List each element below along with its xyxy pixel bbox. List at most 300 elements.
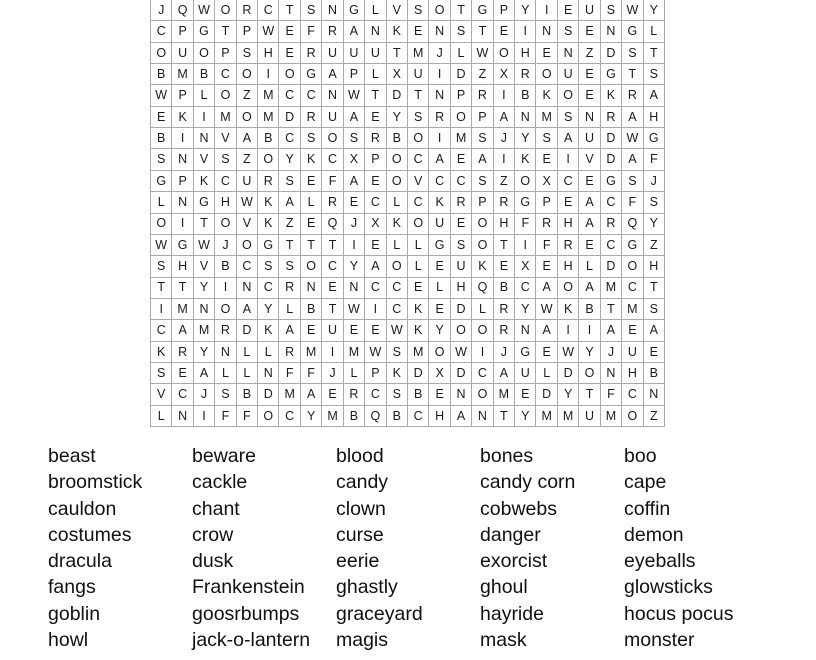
- grid-cell[interactable]: E: [279, 21, 299, 41]
- grid-cell[interactable]: A: [172, 320, 192, 340]
- grid-cell[interactable]: N: [172, 406, 192, 426]
- grid-cell[interactable]: T: [644, 278, 664, 298]
- grid-cell[interactable]: U: [558, 64, 578, 84]
- grid-cell[interactable]: U: [322, 107, 342, 127]
- grid-cell[interactable]: J: [494, 342, 514, 362]
- grid-cell[interactable]: T: [644, 43, 664, 63]
- grid-cell[interactable]: E: [279, 43, 299, 63]
- grid-cell[interactable]: K: [172, 107, 192, 127]
- grid-cell[interactable]: K: [258, 320, 278, 340]
- grid-cell[interactable]: C: [258, 278, 278, 298]
- grid-cell[interactable]: E: [579, 235, 599, 255]
- grid-cell[interactable]: O: [215, 0, 235, 20]
- grid-cell[interactable]: M: [536, 107, 556, 127]
- grid-cell[interactable]: R: [494, 320, 514, 340]
- grid-cell[interactable]: G: [429, 235, 449, 255]
- grid-cell[interactable]: N: [365, 21, 385, 41]
- grid-cell[interactable]: K: [387, 21, 407, 41]
- grid-cell[interactable]: Z: [237, 85, 257, 105]
- grid-cell[interactable]: E: [579, 171, 599, 191]
- grid-cell[interactable]: M: [279, 384, 299, 404]
- grid-cell[interactable]: E: [322, 384, 342, 404]
- grid-cell[interactable]: G: [622, 235, 642, 255]
- grid-cell[interactable]: M: [258, 107, 278, 127]
- grid-cell[interactable]: A: [579, 192, 599, 212]
- grid-cell[interactable]: W: [344, 85, 364, 105]
- grid-cell[interactable]: J: [194, 384, 214, 404]
- grid-cell[interactable]: A: [344, 107, 364, 127]
- grid-cell[interactable]: D: [408, 363, 428, 383]
- grid-cell[interactable]: A: [494, 107, 514, 127]
- grid-cell[interactable]: V: [408, 171, 428, 191]
- grid-cell[interactable]: D: [558, 363, 578, 383]
- grid-cell[interactable]: E: [322, 278, 342, 298]
- grid-cell[interactable]: A: [622, 107, 642, 127]
- grid-cell[interactable]: A: [451, 406, 471, 426]
- grid-cell[interactable]: T: [387, 43, 407, 63]
- grid-cell[interactable]: L: [301, 192, 321, 212]
- grid-cell[interactable]: J: [494, 128, 514, 148]
- grid-cell[interactable]: O: [258, 406, 278, 426]
- grid-cell[interactable]: S: [279, 256, 299, 276]
- grid-cell[interactable]: N: [472, 406, 492, 426]
- grid-cell[interactable]: L: [365, 0, 385, 20]
- grid-cell[interactable]: R: [344, 384, 364, 404]
- grid-cell[interactable]: S: [451, 235, 471, 255]
- grid-cell[interactable]: B: [644, 363, 664, 383]
- grid-cell[interactable]: E: [344, 320, 364, 340]
- grid-cell[interactable]: C: [151, 320, 171, 340]
- grid-cell[interactable]: R: [429, 107, 449, 127]
- grid-cell[interactable]: G: [344, 0, 364, 20]
- grid-cell[interactable]: S: [644, 299, 664, 319]
- grid-cell[interactable]: C: [279, 128, 299, 148]
- grid-cell[interactable]: B: [387, 128, 407, 148]
- grid-cell[interactable]: E: [558, 0, 578, 20]
- grid-cell[interactable]: G: [622, 21, 642, 41]
- grid-cell[interactable]: N: [536, 21, 556, 41]
- grid-cell[interactable]: D: [258, 384, 278, 404]
- grid-cell[interactable]: E: [172, 363, 192, 383]
- grid-cell[interactable]: Z: [494, 171, 514, 191]
- grid-cell[interactable]: I: [429, 64, 449, 84]
- grid-cell[interactable]: E: [429, 299, 449, 319]
- grid-cell[interactable]: K: [387, 363, 407, 383]
- grid-cell[interactable]: O: [237, 64, 257, 84]
- grid-cell[interactable]: C: [622, 384, 642, 404]
- grid-cell[interactable]: T: [601, 299, 621, 319]
- grid-cell[interactable]: O: [387, 171, 407, 191]
- grid-cell[interactable]: O: [472, 214, 492, 234]
- grid-cell[interactable]: G: [194, 21, 214, 41]
- grid-cell[interactable]: A: [301, 384, 321, 404]
- grid-cell[interactable]: B: [215, 256, 235, 276]
- grid-cell[interactable]: K: [601, 85, 621, 105]
- grid-cell[interactable]: E: [622, 320, 642, 340]
- grid-cell[interactable]: W: [258, 21, 278, 41]
- grid-cell[interactable]: N: [601, 363, 621, 383]
- grid-cell[interactable]: E: [644, 342, 664, 362]
- grid-cell[interactable]: D: [237, 320, 257, 340]
- grid-cell[interactable]: R: [494, 192, 514, 212]
- grid-cell[interactable]: L: [451, 43, 471, 63]
- grid-cell[interactable]: B: [301, 299, 321, 319]
- grid-cell[interactable]: I: [151, 299, 171, 319]
- grid-cell[interactable]: C: [215, 64, 235, 84]
- grid-cell[interactable]: I: [558, 320, 578, 340]
- grid-cell[interactable]: C: [237, 256, 257, 276]
- grid-cell[interactable]: R: [172, 342, 192, 362]
- grid-cell[interactable]: H: [494, 214, 514, 234]
- grid-cell[interactable]: S: [408, 0, 428, 20]
- grid-cell[interactable]: W: [194, 235, 214, 255]
- grid-cell[interactable]: T: [622, 64, 642, 84]
- grid-cell[interactable]: O: [472, 384, 492, 404]
- grid-cell[interactable]: O: [215, 299, 235, 319]
- grid-cell[interactable]: N: [215, 342, 235, 362]
- grid-cell[interactable]: Y: [279, 149, 299, 169]
- grid-cell[interactable]: Q: [472, 278, 492, 298]
- grid-cell[interactable]: C: [365, 384, 385, 404]
- grid-cell[interactable]: S: [408, 107, 428, 127]
- grid-cell[interactable]: N: [344, 278, 364, 298]
- grid-cell[interactable]: Y: [644, 214, 664, 234]
- grid-cell[interactable]: D: [601, 149, 621, 169]
- grid-cell[interactable]: W: [151, 85, 171, 105]
- grid-cell[interactable]: G: [301, 64, 321, 84]
- grid-cell[interactable]: B: [344, 406, 364, 426]
- grid-cell[interactable]: K: [472, 256, 492, 276]
- grid-cell[interactable]: A: [279, 320, 299, 340]
- grid-cell[interactable]: O: [558, 85, 578, 105]
- grid-cell[interactable]: Y: [194, 342, 214, 362]
- grid-cell[interactable]: E: [408, 278, 428, 298]
- grid-cell[interactable]: C: [601, 235, 621, 255]
- grid-cell[interactable]: W: [622, 128, 642, 148]
- grid-cell[interactable]: E: [536, 43, 556, 63]
- grid-cell[interactable]: N: [301, 278, 321, 298]
- grid-cell[interactable]: C: [301, 85, 321, 105]
- grid-cell[interactable]: N: [451, 384, 471, 404]
- grid-cell[interactable]: E: [429, 384, 449, 404]
- grid-cell[interactable]: C: [258, 0, 278, 20]
- grid-cell[interactable]: P: [172, 21, 192, 41]
- grid-cell[interactable]: U: [322, 43, 342, 63]
- grid-cell[interactable]: M: [536, 406, 556, 426]
- grid-cell[interactable]: R: [515, 64, 535, 84]
- grid-cell[interactable]: O: [429, 342, 449, 362]
- grid-cell[interactable]: N: [258, 363, 278, 383]
- grid-cell[interactable]: J: [322, 363, 342, 383]
- grid-cell[interactable]: E: [515, 384, 535, 404]
- grid-cell[interactable]: X: [536, 171, 556, 191]
- grid-cell[interactable]: O: [215, 214, 235, 234]
- grid-cell[interactable]: I: [258, 64, 278, 84]
- grid-cell[interactable]: X: [344, 149, 364, 169]
- grid-cell[interactable]: Z: [579, 43, 599, 63]
- grid-cell[interactable]: Y: [644, 0, 664, 20]
- grid-cell[interactable]: L: [194, 85, 214, 105]
- grid-cell[interactable]: V: [215, 128, 235, 148]
- grid-cell[interactable]: I: [365, 299, 385, 319]
- grid-cell[interactable]: C: [472, 363, 492, 383]
- grid-cell[interactable]: N: [558, 43, 578, 63]
- grid-cell[interactable]: F: [322, 171, 342, 191]
- grid-cell[interactable]: Y: [515, 0, 535, 20]
- grid-cell[interactable]: C: [451, 171, 471, 191]
- grid-cell[interactable]: A: [536, 320, 556, 340]
- grid-cell[interactable]: W: [151, 235, 171, 255]
- grid-cell[interactable]: O: [429, 0, 449, 20]
- grid-cell[interactable]: O: [472, 235, 492, 255]
- grid-cell[interactable]: K: [408, 299, 428, 319]
- grid-cell[interactable]: B: [579, 299, 599, 319]
- grid-cell[interactable]: T: [215, 21, 235, 41]
- grid-cell[interactable]: U: [622, 342, 642, 362]
- grid-cell[interactable]: P: [344, 64, 364, 84]
- grid-cell[interactable]: F: [279, 363, 299, 383]
- grid-cell[interactable]: M: [601, 406, 621, 426]
- grid-cell[interactable]: X: [494, 64, 514, 84]
- grid-cell[interactable]: M: [172, 64, 192, 84]
- grid-cell[interactable]: M: [194, 320, 214, 340]
- grid-cell[interactable]: A: [429, 149, 449, 169]
- grid-cell[interactable]: R: [301, 107, 321, 127]
- grid-cell[interactable]: C: [408, 406, 428, 426]
- grid-cell[interactable]: F: [301, 21, 321, 41]
- grid-cell[interactable]: T: [408, 85, 428, 105]
- grid-cell[interactable]: W: [387, 320, 407, 340]
- grid-cell[interactable]: W: [451, 342, 471, 362]
- grid-cell[interactable]: C: [365, 192, 385, 212]
- grid-cell[interactable]: S: [387, 342, 407, 362]
- grid-cell[interactable]: H: [644, 107, 664, 127]
- grid-cell[interactable]: H: [258, 43, 278, 63]
- grid-cell[interactable]: A: [194, 363, 214, 383]
- grid-cell[interactable]: S: [622, 171, 642, 191]
- grid-cell[interactable]: O: [579, 363, 599, 383]
- grid-cell[interactable]: M: [301, 342, 321, 362]
- grid-cell[interactable]: K: [536, 85, 556, 105]
- grid-cell[interactable]: S: [344, 128, 364, 148]
- grid-cell[interactable]: C: [172, 384, 192, 404]
- grid-cell[interactable]: C: [151, 21, 171, 41]
- grid-cell[interactable]: O: [215, 85, 235, 105]
- grid-cell[interactable]: S: [215, 149, 235, 169]
- grid-cell[interactable]: O: [387, 256, 407, 276]
- grid-cell[interactable]: R: [622, 85, 642, 105]
- grid-cell[interactable]: P: [365, 149, 385, 169]
- grid-cell[interactable]: P: [451, 85, 471, 105]
- grid-cell[interactable]: O: [515, 171, 535, 191]
- grid-cell[interactable]: C: [515, 278, 535, 298]
- grid-cell[interactable]: S: [279, 171, 299, 191]
- grid-cell[interactable]: O: [151, 214, 171, 234]
- grid-cell[interactable]: M: [322, 406, 342, 426]
- grid-cell[interactable]: S: [151, 149, 171, 169]
- grid-cell[interactable]: Y: [387, 107, 407, 127]
- grid-cell[interactable]: U: [237, 171, 257, 191]
- grid-cell[interactable]: K: [558, 299, 578, 319]
- grid-cell[interactable]: U: [579, 406, 599, 426]
- grid-cell[interactable]: L: [237, 342, 257, 362]
- grid-cell[interactable]: P: [215, 43, 235, 63]
- grid-cell[interactable]: Q: [365, 406, 385, 426]
- grid-cell[interactable]: F: [536, 235, 556, 255]
- grid-cell[interactable]: B: [151, 64, 171, 84]
- grid-cell[interactable]: M: [451, 128, 471, 148]
- grid-cell[interactable]: P: [494, 0, 514, 20]
- grid-cell[interactable]: S: [258, 256, 278, 276]
- grid-cell[interactable]: T: [151, 278, 171, 298]
- grid-cell[interactable]: A: [279, 192, 299, 212]
- grid-cell[interactable]: L: [429, 278, 449, 298]
- grid-cell[interactable]: U: [429, 214, 449, 234]
- grid-cell[interactable]: T: [494, 235, 514, 255]
- grid-cell[interactable]: B: [258, 128, 278, 148]
- grid-cell[interactable]: S: [536, 128, 556, 148]
- grid-cell[interactable]: Z: [644, 235, 664, 255]
- grid-cell[interactable]: P: [472, 192, 492, 212]
- grid-cell[interactable]: N: [644, 384, 664, 404]
- grid-cell[interactable]: B: [151, 128, 171, 148]
- grid-cell[interactable]: I: [215, 278, 235, 298]
- grid-cell[interactable]: N: [172, 149, 192, 169]
- grid-cell[interactable]: R: [258, 171, 278, 191]
- grid-cell[interactable]: C: [365, 278, 385, 298]
- grid-cell[interactable]: M: [258, 85, 278, 105]
- grid-cell[interactable]: E: [408, 21, 428, 41]
- grid-cell[interactable]: M: [408, 342, 428, 362]
- grid-cell[interactable]: J: [215, 235, 235, 255]
- grid-cell[interactable]: V: [579, 149, 599, 169]
- grid-cell[interactable]: S: [472, 171, 492, 191]
- grid-cell[interactable]: C: [408, 192, 428, 212]
- grid-cell[interactable]: T: [194, 214, 214, 234]
- grid-cell[interactable]: C: [429, 171, 449, 191]
- grid-cell[interactable]: O: [151, 43, 171, 63]
- grid-cell[interactable]: F: [515, 214, 535, 234]
- grid-cell[interactable]: K: [301, 149, 321, 169]
- grid-cell[interactable]: M: [494, 384, 514, 404]
- grid-cell[interactable]: S: [451, 21, 471, 41]
- grid-cell[interactable]: L: [279, 299, 299, 319]
- grid-cell[interactable]: Y: [258, 299, 278, 319]
- grid-cell[interactable]: E: [579, 85, 599, 105]
- grid-cell[interactable]: T: [322, 235, 342, 255]
- grid-cell[interactable]: O: [194, 43, 214, 63]
- grid-cell[interactable]: W: [536, 299, 556, 319]
- grid-cell[interactable]: L: [365, 64, 385, 84]
- grid-cell[interactable]: S: [472, 128, 492, 148]
- grid-cell[interactable]: R: [237, 0, 257, 20]
- grid-cell[interactable]: L: [387, 235, 407, 255]
- grid-cell[interactable]: H: [558, 256, 578, 276]
- grid-cell[interactable]: A: [344, 171, 364, 191]
- grid-cell[interactable]: Z: [644, 406, 664, 426]
- grid-cell[interactable]: W: [344, 299, 364, 319]
- grid-cell[interactable]: O: [472, 320, 492, 340]
- grid-cell[interactable]: A: [536, 278, 556, 298]
- grid-cell[interactable]: D: [536, 384, 556, 404]
- grid-cell[interactable]: O: [622, 256, 642, 276]
- grid-cell[interactable]: B: [387, 406, 407, 426]
- grid-cell[interactable]: P: [472, 107, 492, 127]
- grid-cell[interactable]: I: [172, 214, 192, 234]
- grid-cell[interactable]: M: [172, 299, 192, 319]
- grid-cell[interactable]: V: [237, 214, 257, 234]
- grid-cell[interactable]: Z: [472, 64, 492, 84]
- grid-cell[interactable]: X: [365, 214, 385, 234]
- grid-cell[interactable]: K: [515, 149, 535, 169]
- grid-cell[interactable]: Q: [322, 214, 342, 234]
- grid-cell[interactable]: K: [387, 214, 407, 234]
- grid-cell[interactable]: A: [494, 363, 514, 383]
- grid-cell[interactable]: E: [558, 192, 578, 212]
- grid-cell[interactable]: S: [237, 43, 257, 63]
- grid-cell[interactable]: C: [387, 299, 407, 319]
- grid-cell[interactable]: T: [472, 21, 492, 41]
- grid-cell[interactable]: A: [644, 320, 664, 340]
- grid-cell[interactable]: V: [194, 256, 214, 276]
- grid-cell[interactable]: D: [451, 64, 471, 84]
- grid-cell[interactable]: G: [151, 171, 171, 191]
- grid-cell[interactable]: B: [408, 384, 428, 404]
- grid-cell[interactable]: G: [515, 192, 535, 212]
- grid-cell[interactable]: L: [408, 256, 428, 276]
- grid-cell[interactable]: M: [408, 43, 428, 63]
- grid-cell[interactable]: R: [279, 278, 299, 298]
- grid-cell[interactable]: K: [258, 214, 278, 234]
- grid-cell[interactable]: R: [451, 192, 471, 212]
- grid-cell[interactable]: R: [279, 342, 299, 362]
- grid-cell[interactable]: K: [429, 192, 449, 212]
- grid-cell[interactable]: R: [472, 85, 492, 105]
- grid-cell[interactable]: O: [494, 43, 514, 63]
- grid-cell[interactable]: T: [279, 235, 299, 255]
- grid-cell[interactable]: F: [644, 149, 664, 169]
- grid-cell[interactable]: X: [387, 64, 407, 84]
- grid-cell[interactable]: I: [494, 85, 514, 105]
- grid-cell[interactable]: T: [365, 85, 385, 105]
- grid-cell[interactable]: L: [472, 299, 492, 319]
- grid-cell[interactable]: C: [622, 278, 642, 298]
- grid-cell[interactable]: P: [172, 171, 192, 191]
- grid-cell[interactable]: C: [601, 192, 621, 212]
- grid-cell[interactable]: E: [344, 192, 364, 212]
- grid-cell[interactable]: N: [515, 320, 535, 340]
- grid-cell[interactable]: J: [151, 0, 171, 20]
- grid-cell[interactable]: Q: [172, 0, 192, 20]
- grid-cell[interactable]: B: [515, 85, 535, 105]
- grid-cell[interactable]: A: [472, 149, 492, 169]
- grid-cell[interactable]: N: [322, 85, 342, 105]
- grid-cell[interactable]: H: [515, 43, 535, 63]
- grid-cell[interactable]: H: [429, 406, 449, 426]
- grid-cell[interactable]: B: [194, 64, 214, 84]
- grid-cell[interactable]: L: [387, 192, 407, 212]
- grid-cell[interactable]: Q: [622, 214, 642, 234]
- grid-cell[interactable]: G: [601, 64, 621, 84]
- grid-cell[interactable]: I: [472, 342, 492, 362]
- grid-cell[interactable]: R: [215, 320, 235, 340]
- grid-cell[interactable]: U: [451, 256, 471, 276]
- grid-cell[interactable]: W: [237, 192, 257, 212]
- grid-cell[interactable]: O: [258, 149, 278, 169]
- grid-cell[interactable]: O: [237, 107, 257, 127]
- grid-cell[interactable]: O: [322, 128, 342, 148]
- grid-cell[interactable]: O: [451, 107, 471, 127]
